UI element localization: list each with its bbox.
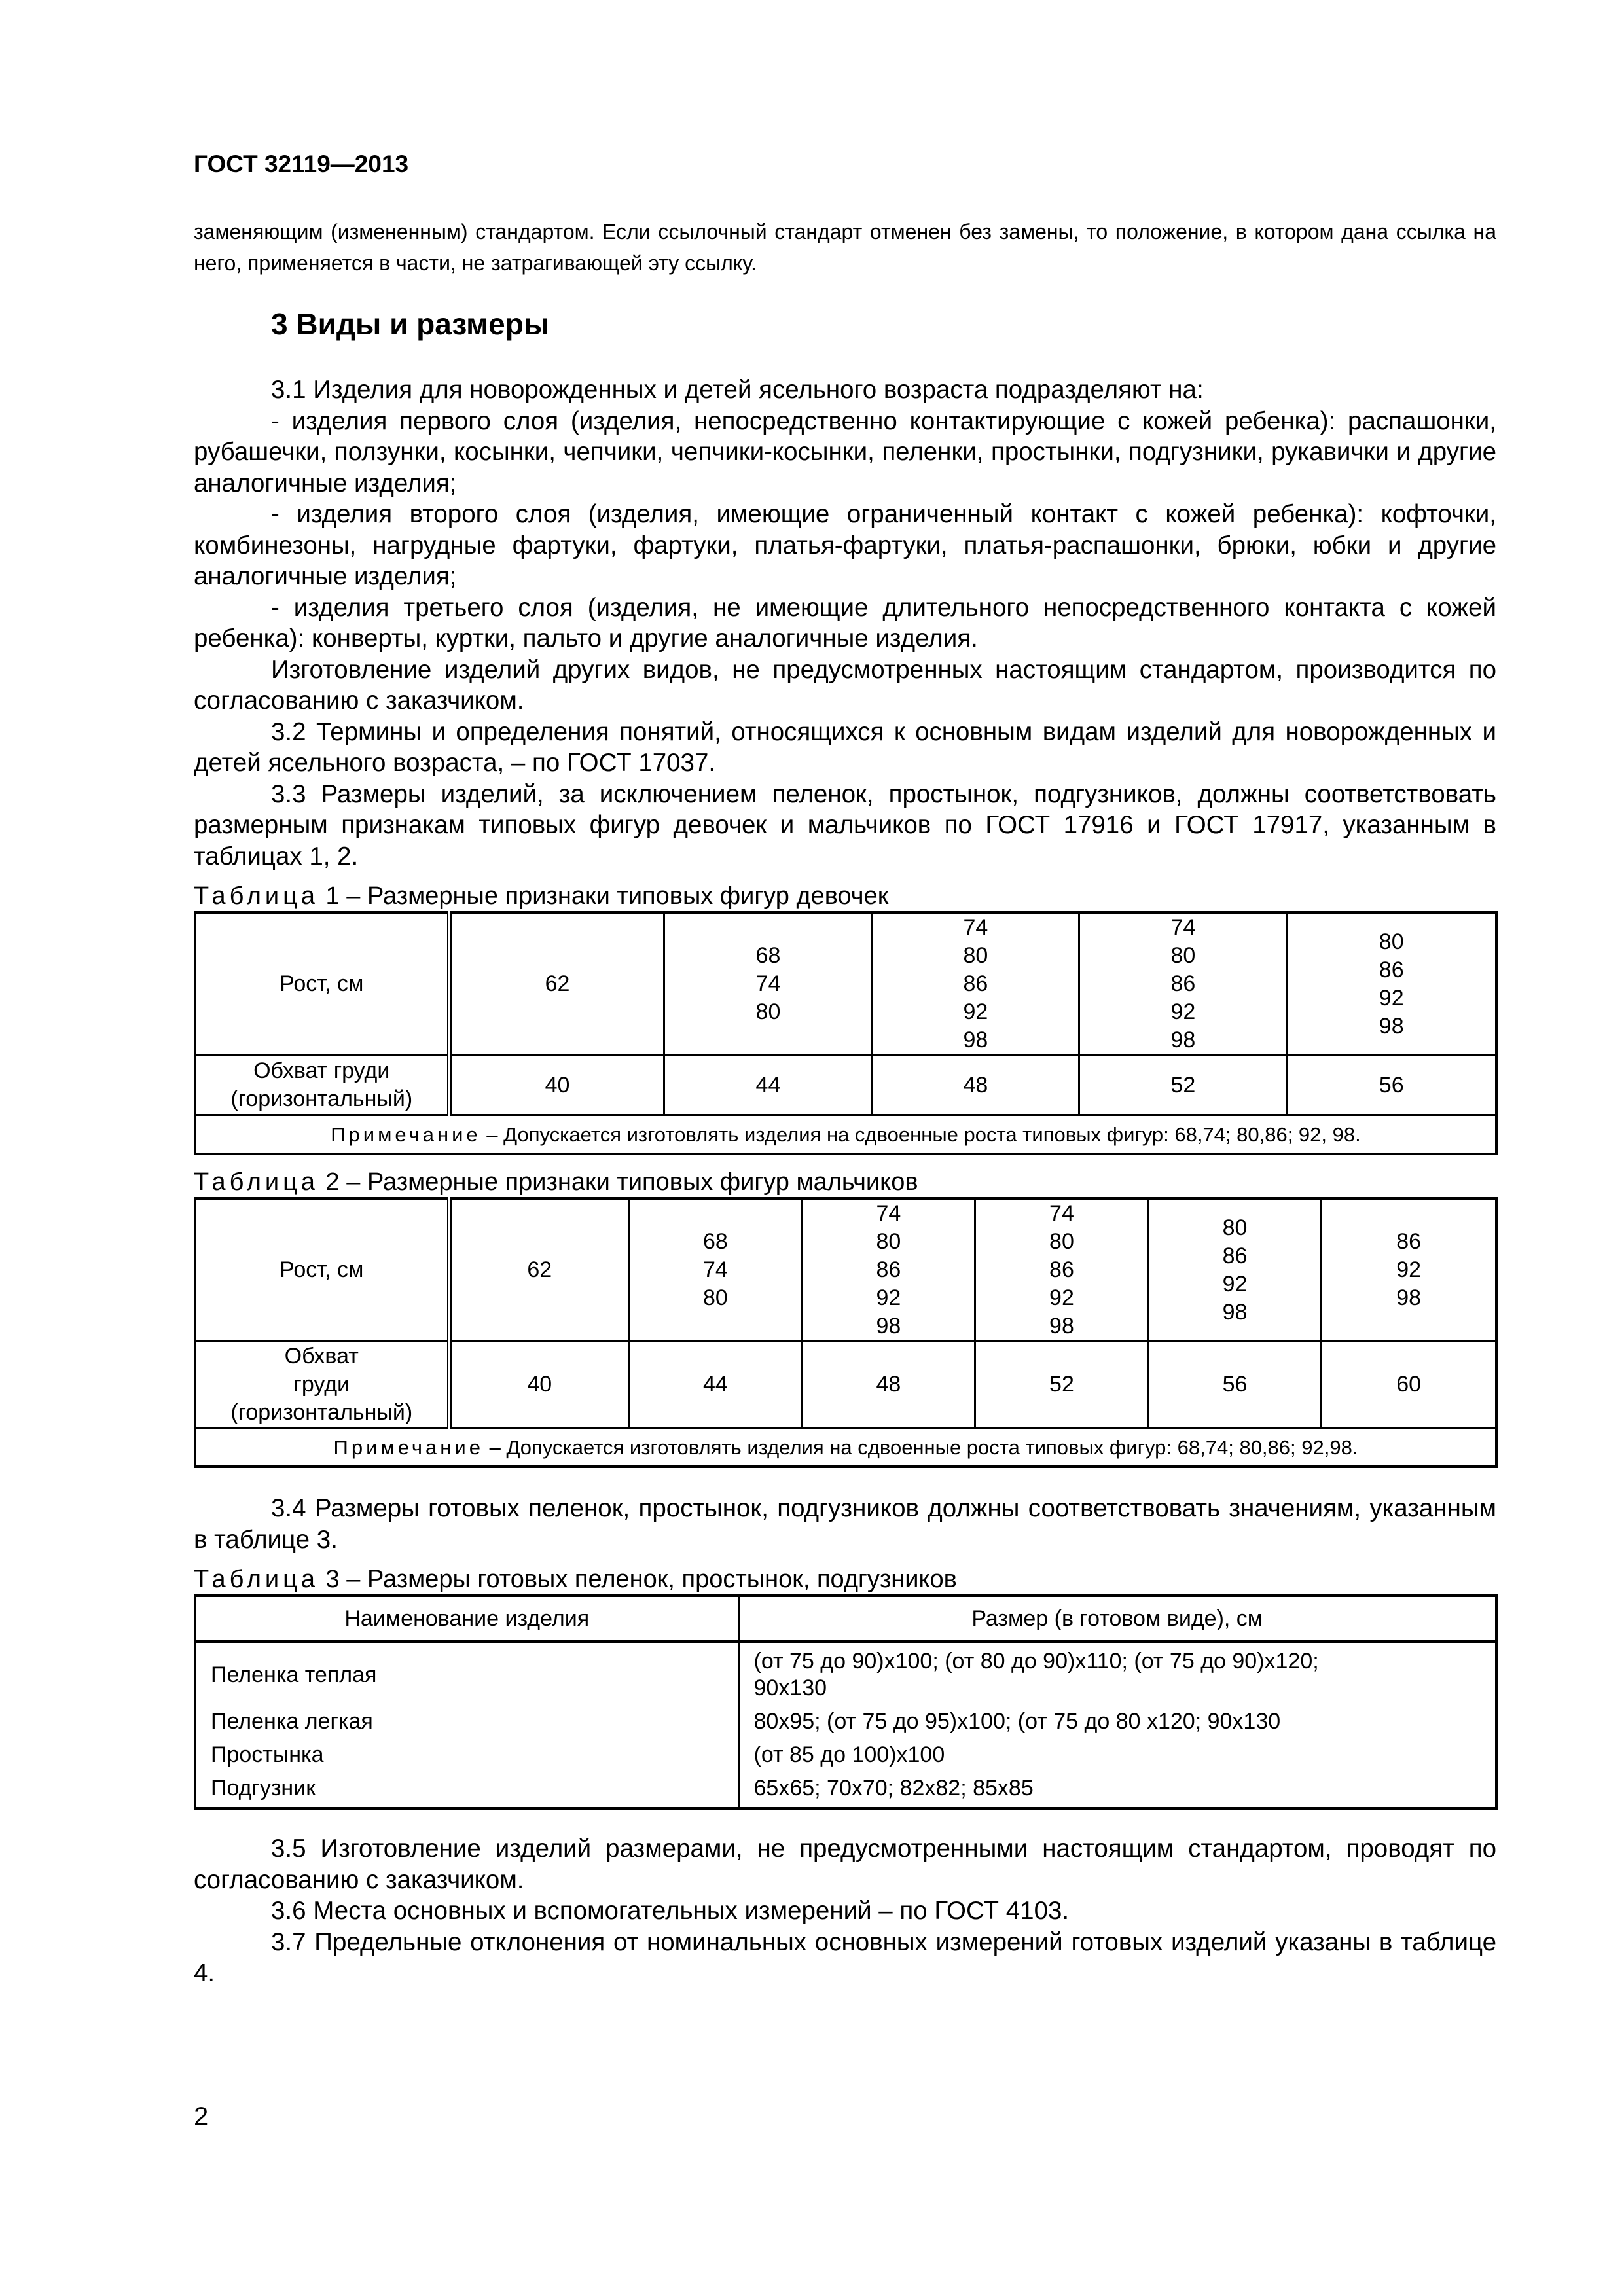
table2-chest-header: Обхват груди (горизонтальный) [195, 1342, 449, 1428]
table1-note-label: Примечание [331, 1122, 481, 1146]
table2-height-cell: 86 92 98 [1322, 1198, 1496, 1342]
closing-paragraphs [194, 1833, 1496, 1989]
table3-label: Таблица [194, 1566, 319, 1593]
table3-row [195, 1641, 1496, 1705]
paragraph-3-2: 3.2 Термины и определения понятий, относящихся к основным видам изделий для новорожденных и детей ясельного возраста, – по ГОСТ 17037. [194, 717, 1496, 777]
page-number: 2 [194, 2102, 209, 2131]
table1-girls-sizes [194, 911, 1498, 1155]
table1-label: Таблица [194, 882, 319, 910]
table3-item-name: Пеленка легкая [211, 1709, 373, 1734]
table2-height-cell: 62 [449, 1198, 629, 1342]
paragraph-3-3: 3.3 Размеры изделий, за исключением пеленок, простынок, подгузников, должны соответствовать размерным признакам типовых фигур девочек и мальчиков по ГОСТ 17916 и ГОСТ 17917, указанным в таблицах 1, 2. [194, 780, 1496, 870]
table2-chest-cell: 52 [975, 1342, 1149, 1428]
table2-note [195, 1428, 1496, 1467]
table3-row [195, 1738, 1496, 1772]
table2-chest-cell: 48 [802, 1342, 975, 1428]
table2-height-header: Рост, см [195, 1198, 449, 1342]
table1-note-row [195, 1115, 1496, 1155]
table3-linen-sizes [194, 1594, 1498, 1810]
table3-item-name: Подгузник [211, 1776, 316, 1801]
table3-row [195, 1772, 1496, 1808]
table1-note-text: – Допускается изготовлять изделия на сдвоенные роста типовых фигур: 68,74; 80,86; 92, 98. [480, 1122, 1361, 1146]
paragraph-3-1-other: Изготовление изделий других видов, не предусмотренных настоящим стандартом, производится по согласованию с заказчиком. [194, 655, 1496, 715]
table3-item-name: Пеленка теплая [211, 1662, 377, 1687]
table3-caption [194, 1564, 1496, 1594]
table2-boys-sizes [194, 1197, 1498, 1468]
table1-height-cell: 68 74 80 [664, 912, 872, 1056]
table3-item-size: 65х65; 70х70; 82х82; 85х85 [738, 1772, 1496, 1808]
table2-height-cell: 80 86 92 98 [1148, 1198, 1322, 1342]
table1-chest-cell: 44 [664, 1056, 872, 1115]
table1-height-row [195, 912, 1496, 1056]
table3-item-name: Простынка [211, 1742, 324, 1767]
table3-item-size: 80х95; (от 75 до 95)х100; (от 75 до 80 х120; 90х130 [738, 1705, 1496, 1738]
table3-item-size: (от 85 до 100)х100 [738, 1738, 1496, 1772]
paragraph-3-1-first-layer: - изделия первого слоя (изделия, непосредственно контактирующие с кожей ребенка): распашонки, рубашечки, ползунки, косынки, чепчики, чепчики-косынки, пеленки, простынки, подгузники, рукавички и другие аналогичные изделия; [194, 406, 1496, 497]
table1-height-header: Рост, см [195, 912, 449, 1056]
table1-height-cell: 74 80 86 92 98 [872, 912, 1079, 1056]
table1-height-cell: 62 [449, 912, 664, 1056]
paragraph-3-4: 3.4 Размеры готовых пеленок, простынок, подгузников должны соответствовать значениям, указанным в таблице 3. [194, 1494, 1496, 1554]
table2-height-cell: 74 80 86 92 98 [975, 1198, 1149, 1342]
table1-chest-header: Обхват груди (горизонтальный) [195, 1056, 449, 1115]
paragraph-3-1-second-layer: - изделия второго слоя (изделия, имеющие ограниченный контакт с кожей ребенка): кофточки, комбинезоны, нагрудные фартуки, фартуки, платья-фартуки, платья-распашонки, брюки, юбки и другие аналогичные изделия; [194, 500, 1496, 590]
table1-note [195, 1115, 1496, 1155]
paragraph-3-7: 3.7 Предельные отклонения от номинальных основных измерений готовых изделий указаны в таблице 4. [194, 1928, 1496, 1987]
table1-chest-cell: 48 [872, 1056, 1079, 1115]
table3-row [195, 1705, 1496, 1738]
table3-header-row [195, 1596, 1496, 1641]
table2-note-row [195, 1428, 1496, 1467]
table1-chest-cell: 52 [1079, 1056, 1287, 1115]
table1-chest-cell: 40 [449, 1056, 664, 1115]
table2-chest-cell: 60 [1322, 1342, 1496, 1428]
table3-col-size-header: Размер (в готовом виде), см [738, 1596, 1496, 1641]
table3-item-size: (от 75 до 90)х100; (от 80 до 90)х110; (от 75 до 90)х120; 90х130 [738, 1641, 1496, 1705]
table2-chest-cell: 40 [449, 1342, 629, 1428]
table2-chest-row [195, 1342, 1496, 1428]
section-body [194, 374, 1496, 872]
table2-note-label: Примечание [333, 1435, 484, 1459]
table2-height-cell: 68 74 80 [629, 1198, 803, 1342]
table1-chest-row [195, 1056, 1496, 1115]
table2-caption-text: 2 – Размерные признаки типовых фигур мальчиков [319, 1168, 918, 1196]
paragraph-3-5: 3.5 Изготовление изделий размерами, не предусмотренными настоящим стандартом, проводят по согласованию с заказчиком. [194, 1835, 1496, 1894]
table1-caption-text: 1 – Размерные признаки типовых фигур девочек [319, 882, 889, 910]
table2-label: Таблица [194, 1168, 319, 1196]
table1-height-cell: 74 80 86 92 98 [1079, 912, 1287, 1056]
table3-col-name-header: Наименование изделия [195, 1596, 738, 1641]
table1-caption [194, 881, 1496, 911]
table2-chest-cell: 56 [1148, 1342, 1322, 1428]
table3-caption-text: 3 – Размеры готовых пеленок, простынок, подгузников [319, 1566, 957, 1593]
document-code: ГОСТ 32119—2013 [194, 151, 409, 177]
table2-chest-cell: 44 [629, 1342, 803, 1428]
table2-caption [194, 1167, 1496, 1197]
paragraph-3-6: 3.6 Места основных и вспомогательных измерений – по ГОСТ 4103. [271, 1897, 1070, 1925]
intro-paragraph: заменяющим (измененным) стандартом. Если ссылочный стандарт отменен без замены, то положение, в котором дана ссылка на него, применяется в части, не затрагивающей эту ссылку. [194, 220, 1496, 275]
table1-chest-cell: 56 [1287, 1056, 1496, 1115]
table2-height-cell: 74 80 86 92 98 [802, 1198, 975, 1342]
table1-height-cell: 80 86 92 98 [1287, 912, 1496, 1056]
document-page [194, 151, 1496, 1989]
table2-height-row [195, 1198, 1496, 1342]
paragraph-3-1: 3.1 Изделия для новорожденных и детей ясельного возраста подразделяют на: [271, 376, 1204, 404]
paragraph-3-1-third-layer: - изделия третьего слоя (изделия, не имеющие длительного непосредственного контакта с кожей ребенка): конверты, куртки, пальто и другие аналогичные изделия. [194, 593, 1496, 653]
section-title: 3 Виды и размеры [271, 307, 550, 341]
table2-note-text: – Допускается изготовлять изделия на сдвоенные роста типовых фигур: 68,74; 80,86; 92,98. [483, 1435, 1358, 1459]
